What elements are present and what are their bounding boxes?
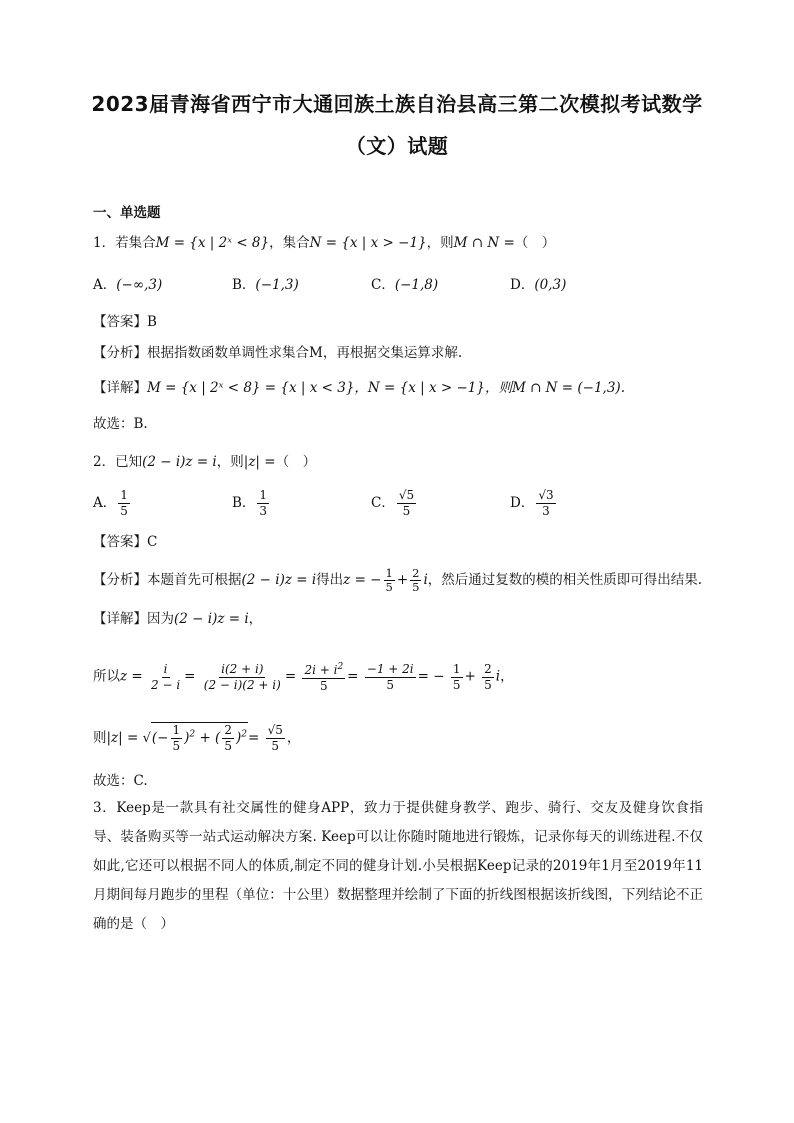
q1-paren: （ ）	[514, 235, 556, 251]
q1-set-n: N = {x | x > −1}	[309, 235, 427, 251]
q1-answer: 【答案】B	[93, 314, 157, 330]
q1-text-3: ，则	[426, 235, 454, 251]
q2-option-c: C． $\frac{√5}{5}$	[371, 488, 415, 518]
q2-derivation-z: 所以z = $\frac{i}{2 - i}$ = $\frac{i(2 + i)}{(2 - i)(2 + i)}$ = $\frac{2i + i^2}{5}$ = $\frac{-1 + 2i}{5}$ = − $\frac{1}{5}$ + $\frac{2}{5}$ i，	[93, 661, 514, 693]
q1-number: 1．	[93, 235, 116, 251]
document-title-line1: 2023届青海省西宁市大通回族土族自治县高三第二次模拟考试数学	[91, 92, 703, 116]
q1-option-d: D．(0,3)	[510, 277, 567, 293]
document-title-line2: （文）试题	[345, 134, 449, 158]
q2-choose: 故选：C.	[93, 773, 148, 789]
q1-option-b: B．(−1,3)	[232, 277, 299, 293]
q2-option-b: B． $\frac{1}{3}$	[232, 488, 268, 518]
section-heading: 一、单选题	[93, 205, 161, 221]
q1-text-2: ，集合	[269, 235, 310, 251]
q2-option-d: D． $\frac{√3}{3}$	[510, 488, 554, 518]
q1-option-a: A．(−∞,3)	[93, 277, 163, 293]
q2-answer: 【答案】C	[93, 534, 158, 550]
q1-choose: 故选：B.	[93, 416, 148, 432]
question-2-stem: 2．已知(2 − i)z = i，则|z| =（ ）	[93, 454, 317, 470]
q1-intersection: M ∩ N =	[453, 235, 515, 251]
q1-text-1: 若集合	[115, 235, 156, 251]
question-1-stem	[93, 233, 555, 253]
question-3-stem: 3．Keep是一款具有社交属性的健身APP，致力于提供健身教学、跑步、骑行、交友及健身饮食指导、装备购买等一站式运动解决方案. Keep可以让你随时随地进行锻炼，记录你每天的训练进程.不仅如此,它还可以根据不同人的体质,制定不同的健身计划.小吴根据Keep记录的2019年1月至2019年11月期间每月跑步的里程（单位：十公里）数据整理并绘制了下面的折线图根据该折线图，下列结论不正确的是（ ）	[93, 800, 703, 932]
q2-analysis: 【分析】本题首先可根据(2 − i)z = i得出z = − $\frac{1}{5}$ + $\frac{2}{5}$ i，然后通过复数的模的相关性质即可得出结果.	[93, 566, 703, 594]
q1-analysis: 【分析】根据指数函数单调性求集合M，再根据交集运算求解.	[93, 345, 463, 361]
q2-derivation-modulus: 则|z| = √(− $\frac{1}{5}$ )$^2$ + ( $\frac{2}{5}$ )$^2$= $\frac{√5}{5}$ ，	[93, 723, 301, 753]
q1-detail: 【详解】M = {x | 2ˣ < 8} = {x | x < 3}，N = {x | x > −1}，则M ∩ N = (−1,3).	[93, 380, 625, 396]
q1-option-c: C．(−1,8)	[371, 277, 439, 293]
q1-set-m: M = {x | 2ˣ < 8}	[155, 235, 270, 251]
q2-detail: 【详解】因为(2 − i)z = i，	[93, 611, 263, 627]
q2-option-a: A． $\frac{1}{5}$	[93, 488, 128, 518]
